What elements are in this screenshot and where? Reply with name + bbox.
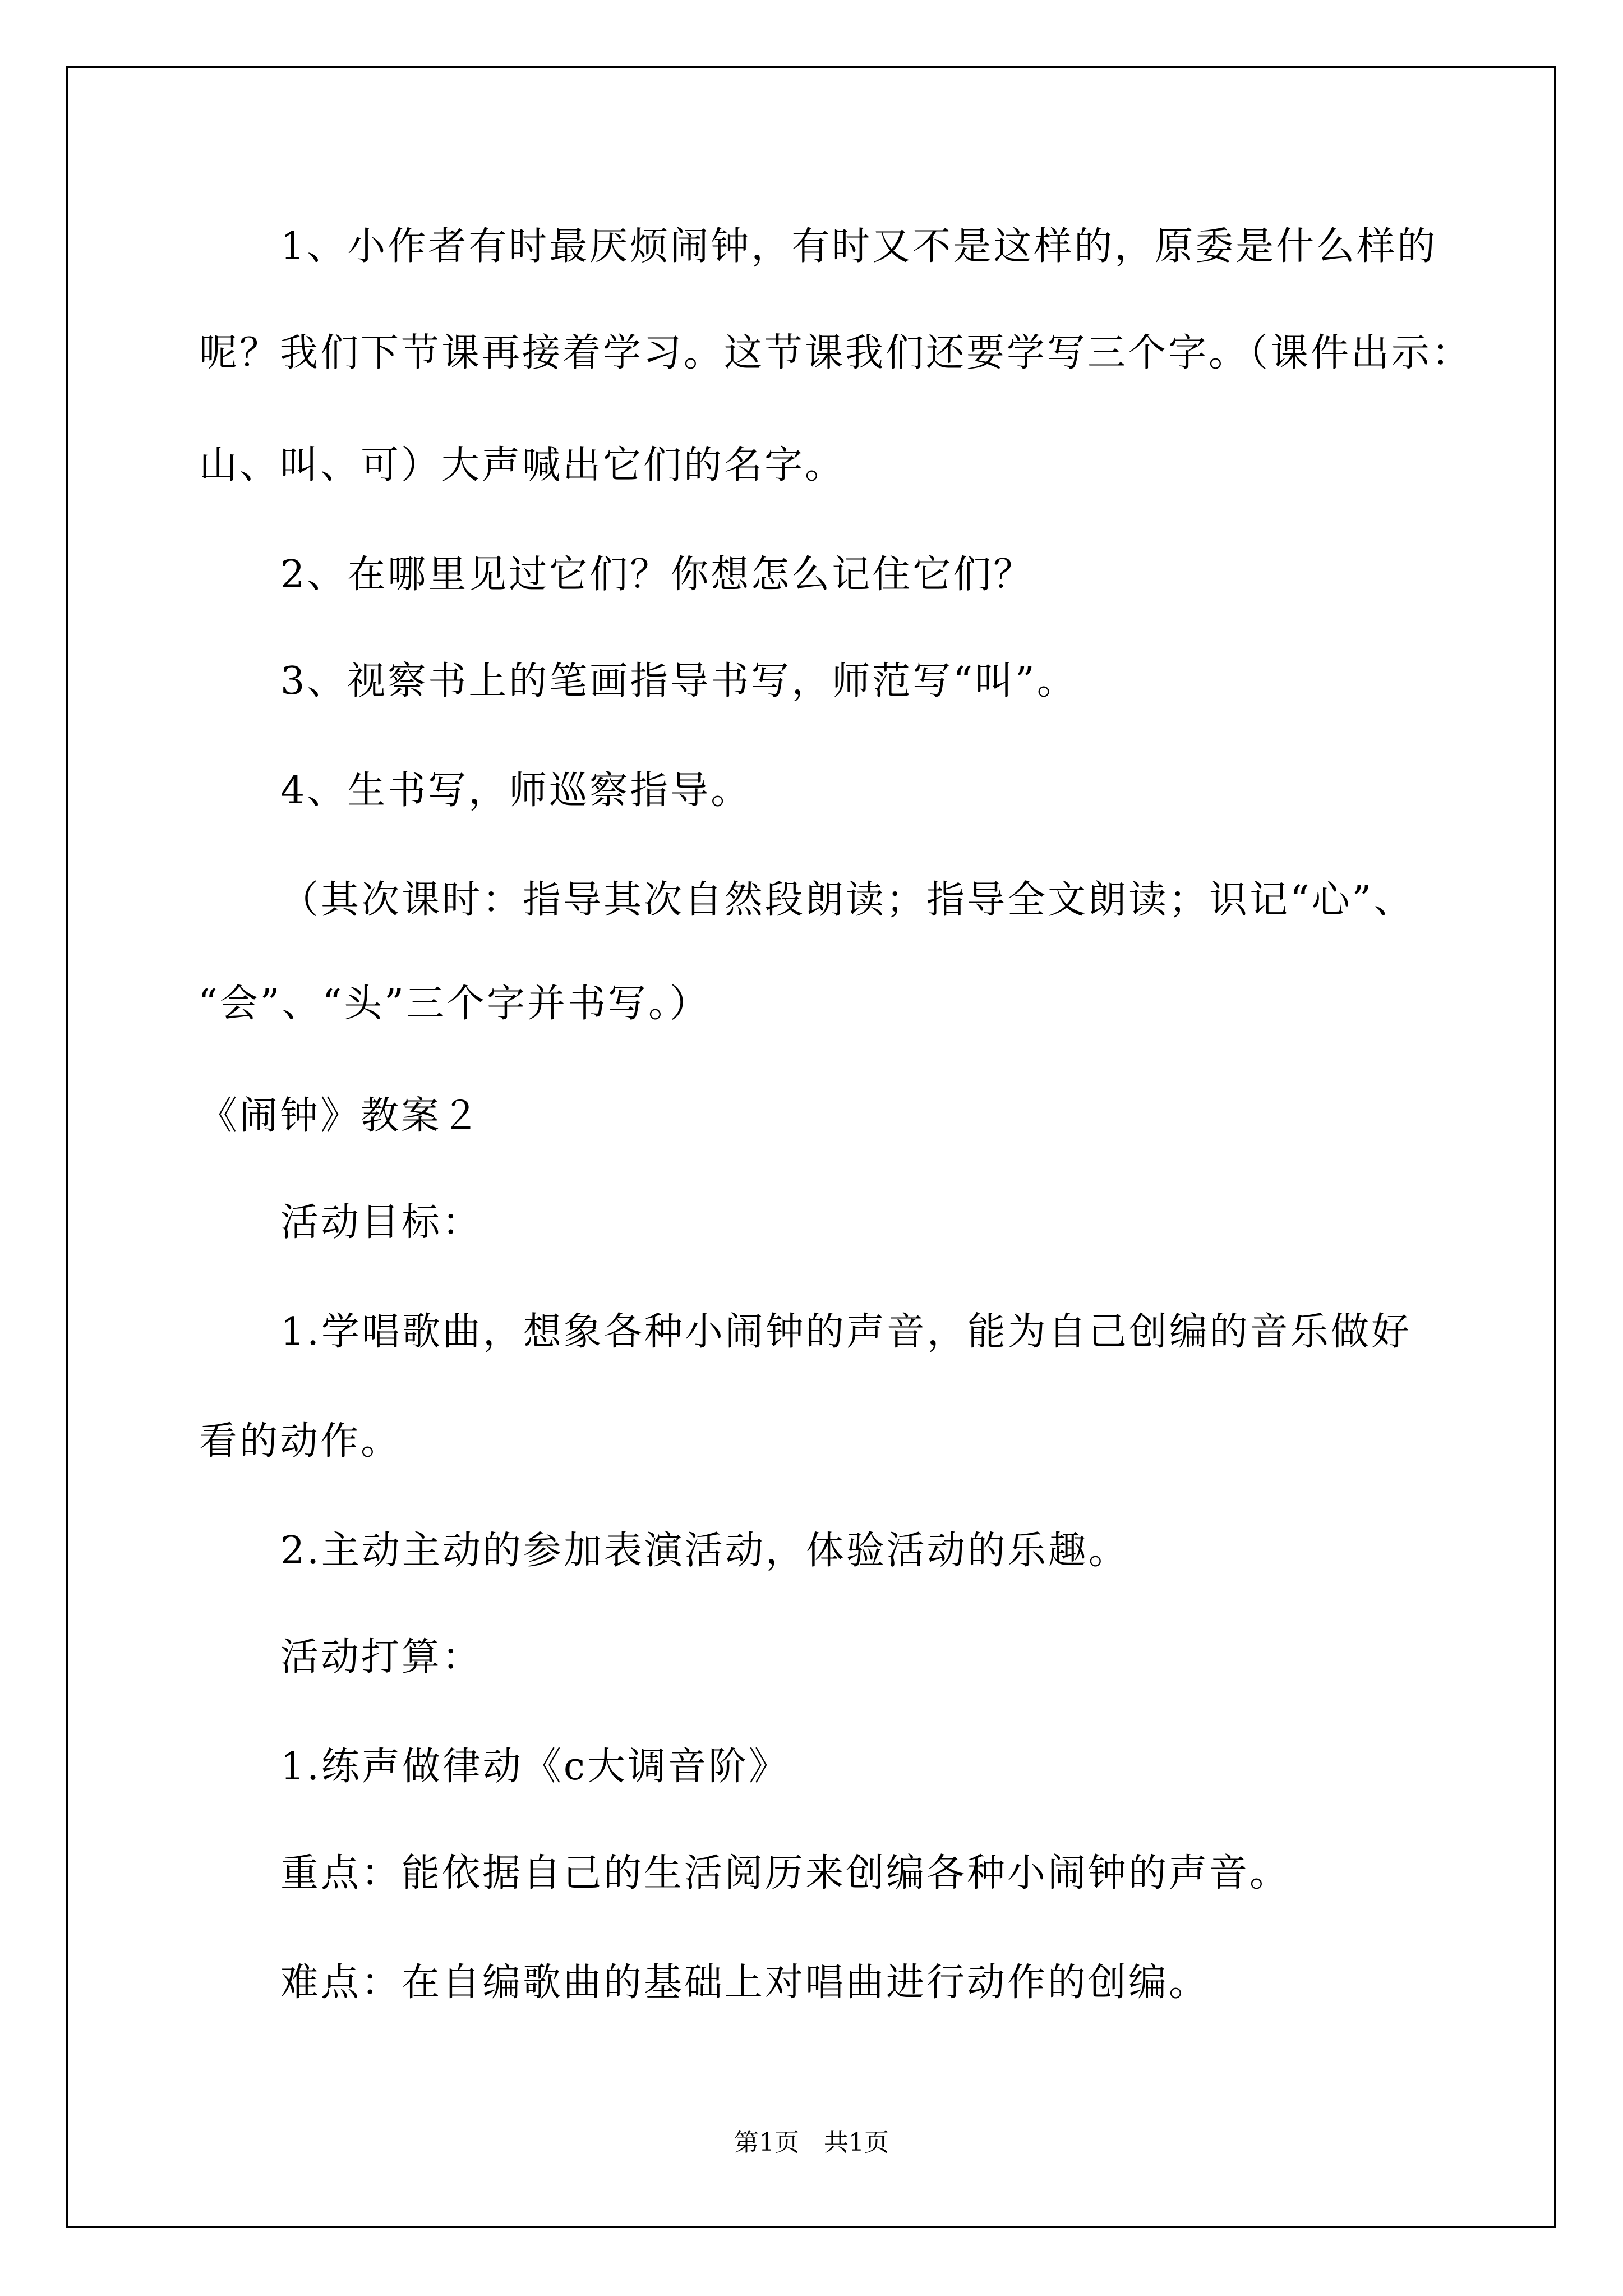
- section-heading: 《闹钟》教案２: [199, 1094, 482, 1138]
- paragraph-line: 1、小作者有时最厌烦闹钟，有时又不是这样的，原委是什么样的: [280, 224, 1438, 269]
- paragraph-line: 山、叫、可）大声喊出它们的名字。: [199, 443, 846, 487]
- paragraph-line: 3、视察书上的笔画指导书写，师范写“叫”。: [280, 659, 1077, 703]
- paragraph-line: 1.练声做律动《c大调音阶》: [280, 1745, 789, 1789]
- paragraph-line: （其次课时：指导其次自然段朗读；指导全文朗读；识记“心”、: [280, 878, 1414, 922]
- paragraph-line: 4、生书写，师巡察指导。: [280, 769, 751, 813]
- paragraph-line: 2.主动主动的参加表演活动，体验活动的乐趣。: [280, 1529, 1129, 1573]
- paragraph-line: 重点：能依据自己的生活阅历来创编各种小闹钟的声音。: [280, 1851, 1290, 1895]
- paragraph-line: 难点：在自编歌曲的基础上对唱曲进行动作的创编。: [280, 1961, 1210, 2005]
- paragraph-line: 看的动作。: [199, 1419, 402, 1464]
- paragraph-line: 呢？我们下节课再接着学习。这节课我们还要学写三个字。（课件出示：: [199, 331, 1473, 375]
- page-border: [66, 66, 1556, 2228]
- paragraph-line: 1.学唱歌曲，想象各种小闹钟的声音，能为自己创编的音乐做好: [280, 1310, 1412, 1354]
- paragraph-line: 2、在哪里见过它们？你想怎么记住它们？: [280, 553, 1034, 597]
- paragraph-line: 活动目标：: [280, 1200, 483, 1245]
- paragraph-line: 活动打算：: [280, 1635, 483, 1680]
- paragraph-line: “会”、“头”三个字并书写。）: [198, 982, 711, 1026]
- page-footer: 第1页 共1页: [734, 2128, 889, 2157]
